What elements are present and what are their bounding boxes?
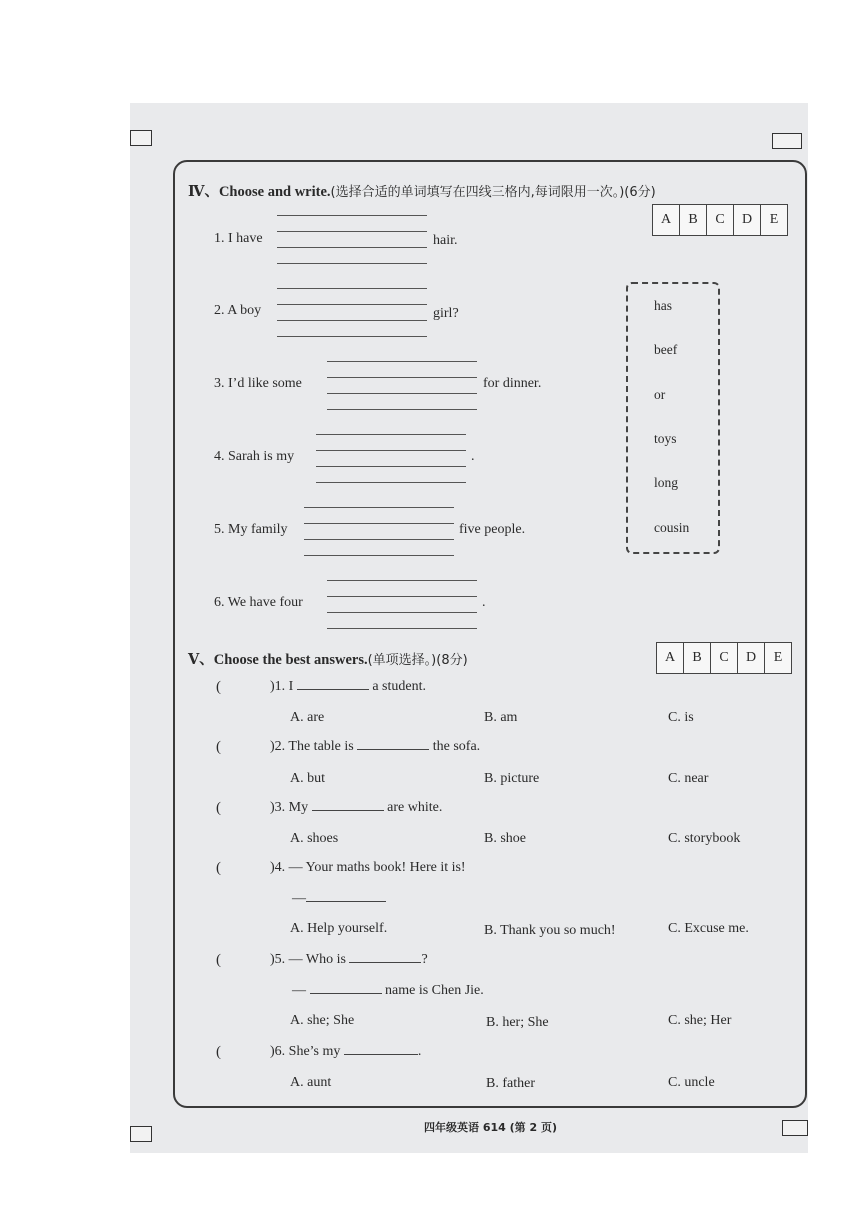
s5-q5-option-b[interactable]: B. her; She (486, 1015, 549, 1030)
s4-q1-writing-lines[interactable] (277, 215, 427, 263)
section5-title: Ⅴ、Choose the best answers.(单项选择。)(8分) (188, 652, 468, 668)
answer-blank (349, 961, 421, 963)
s5-q6-stem: )6. She’s my . (270, 1044, 422, 1059)
s4-q6-pre: 6. We have four (214, 595, 303, 610)
s5-q5-reply: — name is Chen Jie. (292, 983, 484, 998)
s5-q1-option-a[interactable]: A. are (290, 710, 325, 725)
s4-q5-pre: 5. My family (214, 522, 288, 537)
s5-q6-option-a[interactable]: A. aunt (290, 1075, 332, 1090)
s5-q2-option-b[interactable]: B. picture (484, 771, 540, 786)
score-box-a: A (653, 205, 680, 235)
score-box-c: C (711, 643, 738, 673)
score-box-d: D (734, 205, 761, 235)
section4-title: Ⅳ、Choose and write.(选择合适的单词填写在四线三格内,每词限用一次。)(6分) (188, 184, 656, 200)
word-bank-item: toys (654, 431, 677, 446)
s5-q6-option-b[interactable]: B. father (486, 1076, 535, 1091)
s4-q4-post: . (471, 449, 475, 464)
s4-q2-pre: 2. A boy (214, 303, 262, 318)
corner-mark-bottom-right (782, 1120, 808, 1136)
score-box-e: E (773, 650, 783, 665)
section4-score-boxes (652, 204, 788, 236)
answer-blank (344, 1053, 418, 1055)
score-box-a: A (657, 643, 684, 673)
s4-q1-pre: 1. I have (214, 231, 263, 246)
s5-q3-option-c[interactable]: C. storybook (668, 831, 741, 846)
s4-q1-post: hair. (433, 233, 458, 248)
answer-blank (297, 688, 369, 690)
answer-bracket[interactable]: ( (216, 800, 221, 816)
s5-q6-option-c[interactable]: C. uncle (668, 1075, 715, 1090)
s4-q6-post: . (482, 595, 486, 610)
s5-q3-option-b[interactable]: B. shoe (484, 831, 526, 846)
answer-bracket[interactable]: ( (216, 860, 221, 876)
s4-q2-writing-lines[interactable] (277, 288, 427, 336)
word-bank-item: has (654, 298, 672, 313)
word-bank-item: long (654, 475, 679, 490)
score-box-e: E (769, 212, 779, 227)
s4-q4-writing-lines[interactable] (316, 434, 466, 482)
word-bank-item: or (654, 387, 666, 402)
s5-q4-option-a[interactable]: A. Help yourself. (290, 921, 388, 936)
s5-q1-option-b[interactable]: B. am (484, 710, 518, 725)
s4-q5-post: five people. (459, 522, 526, 537)
corner-mark-top-left (130, 130, 152, 146)
s5-q5-option-c[interactable]: C. she; Her (668, 1013, 732, 1028)
s4-q4-pre: 4. Sarah is my (214, 449, 295, 464)
answer-bracket[interactable]: ( (216, 1044, 221, 1060)
s5-q1-stem: )1. I a student. (270, 679, 426, 694)
s5-q2-option-a[interactable]: A. but (290, 771, 325, 786)
s5-q4-option-c[interactable]: C. Excuse me. (668, 921, 749, 936)
score-box-d: D (738, 643, 765, 673)
page-footer: 四年级英语 614 (第 2 页) (424, 1121, 557, 1134)
word-bank-item: beef (654, 342, 678, 357)
section5-score-boxes (656, 642, 792, 674)
s4-q6-writing-lines[interactable] (327, 580, 477, 628)
answer-blank (310, 992, 382, 994)
word-bank-item: cousin (654, 520, 690, 535)
s5-q1-option-c[interactable]: C. is (668, 710, 694, 725)
s5-q5-stem: )5. — Who is ? (270, 952, 428, 967)
s5-q5-option-a[interactable]: A. she; She (290, 1013, 355, 1028)
score-box-c: C (707, 205, 734, 235)
s5-q4-reply: — (292, 891, 386, 907)
answer-bracket[interactable]: ( (216, 739, 221, 755)
answer-bracket[interactable]: ( (216, 952, 221, 968)
word-bank (626, 282, 720, 554)
answer-blank (357, 748, 429, 750)
s4-q3-pre: 3. I’d like some (214, 376, 302, 391)
corner-mark-bottom-left (130, 1126, 152, 1142)
corner-mark-top-right (772, 133, 802, 149)
s4-q5-writing-lines[interactable] (304, 507, 454, 555)
answer-blank (312, 809, 384, 811)
answer-blank (306, 900, 386, 902)
answer-bracket[interactable]: ( (216, 679, 221, 695)
s5-q2-option-c[interactable]: C. near (668, 771, 709, 786)
s5-q4-option-b[interactable]: B. Thank you so much! (484, 923, 616, 938)
s5-q3-stem: )3. My are white. (270, 800, 443, 815)
score-box-b: B (680, 205, 707, 235)
s4-q3-writing-lines[interactable] (327, 361, 477, 409)
score-box-b: B (684, 643, 711, 673)
s5-q2-stem: )2. The table is the sofa. (270, 739, 481, 754)
s4-q3-post: for dinner. (483, 376, 542, 391)
s4-q2-post: girl? (433, 306, 459, 321)
s5-q4-stem: )4. — Your maths book! Here it is! (270, 860, 466, 875)
s5-q3-option-a[interactable]: A. shoes (290, 831, 339, 846)
